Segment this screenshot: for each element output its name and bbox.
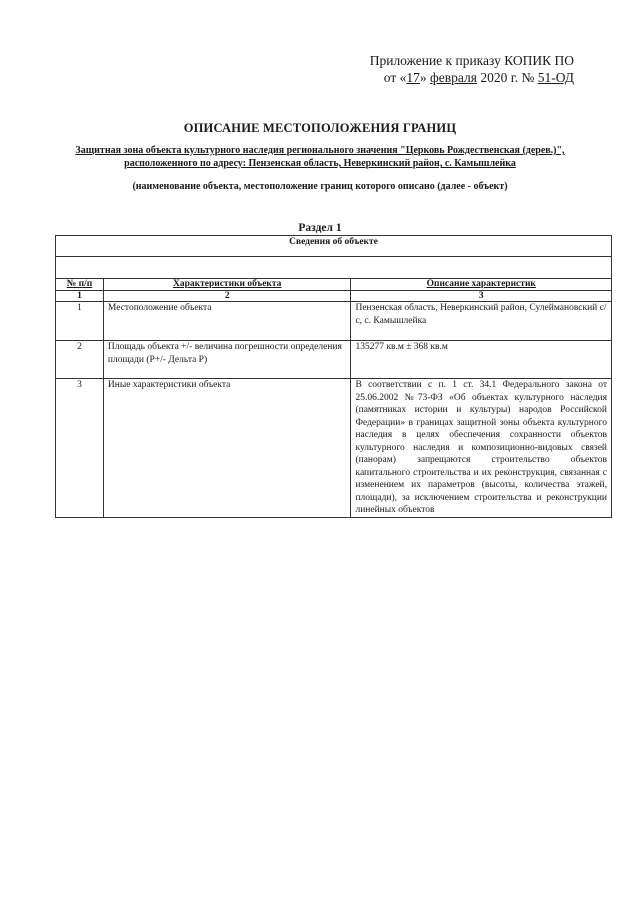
row-characteristic: Иные характеристики объекта: [103, 379, 351, 518]
table-subtitle: Сведения об объекте: [56, 236, 612, 257]
column-number-1: 1: [56, 291, 104, 302]
row-characteristic: Площадь объекта +/- величина погрешности определения площади (Р+/- Дельта Р): [103, 341, 351, 379]
appendix-day: 17: [406, 70, 420, 85]
object-name-line1: Защитная зона объекта культурного наследия регионального значения "Церковь Рождественская (дерев.)",: [75, 145, 565, 156]
row-description: Пензенская область, Неверкинский район, Сулеймановский с/с, с. Камышлейка: [351, 302, 612, 341]
appendix-note: [370, 52, 574, 86]
table-blank-row: [56, 257, 612, 279]
appendix-line1: Приложение к приказу КОПИК ПО: [369, 53, 574, 68]
table-row: [56, 302, 612, 341]
table-column-numbers-row: [56, 291, 612, 302]
header-description: Описание характеристик: [351, 279, 612, 291]
table-row: [56, 379, 612, 518]
header-characteristic: Характеристики объекта: [103, 279, 351, 291]
table-header-row: [56, 279, 612, 291]
row-description: 135277 кв.м ± 368 кв.м: [351, 341, 612, 379]
object-info-table: [55, 235, 612, 518]
column-number-3: 3: [351, 291, 612, 302]
appendix-date-mid: »: [419, 70, 431, 85]
appendix-line2: [370, 69, 574, 86]
row-number: 2: [56, 341, 104, 379]
section-title: Раздел 1: [298, 222, 342, 234]
object-caption: (наименование объекта, местоположение границ которого описано (далее - объект): [132, 181, 508, 192]
table-row: [56, 341, 612, 379]
table-subtitle-row: [56, 236, 612, 257]
appendix-order-number: 51-ОД: [537, 70, 574, 85]
appendix-month: февраля: [430, 70, 477, 85]
row-characteristic: Местоположение объекта: [103, 302, 351, 341]
table-blank-cell: [56, 257, 612, 279]
appendix-date-prefix: от «: [383, 70, 407, 85]
document-title: ОПИСАНИЕ МЕСТОПОЛОЖЕНИЯ ГРАНИЦ: [183, 121, 457, 135]
row-number: 3: [56, 379, 104, 518]
row-description: В соответствии с п. 1 ст. 34.1 Федерального закона от 25.06.2002 №73-ФЗ «Об объектах культурного наследия (памятниках истории и культуры) народов Российской Федерации» в границах защитной зоны объекта культурного наследия в целях обеспечения сохранности объектов культурного наследия и композиционно-видовых связей (панорам) запрещаются строительство объектов капитального строительства и их реконструкция, связанная с изменением их параметров (высоты, количества этажей, площади), за исключением строительства и реконструкции линейных объектов: [351, 379, 612, 518]
object-name-line2: расположенного по адресу: Пензенская область, Неверкинский район, с. Камышлейка: [124, 158, 516, 169]
row-number: 1: [56, 302, 104, 341]
appendix-year-no: 2020 г. №: [476, 70, 538, 85]
header-number: № п/п: [56, 279, 104, 291]
object-name: [60, 144, 580, 170]
column-number-2: 2: [103, 291, 351, 302]
